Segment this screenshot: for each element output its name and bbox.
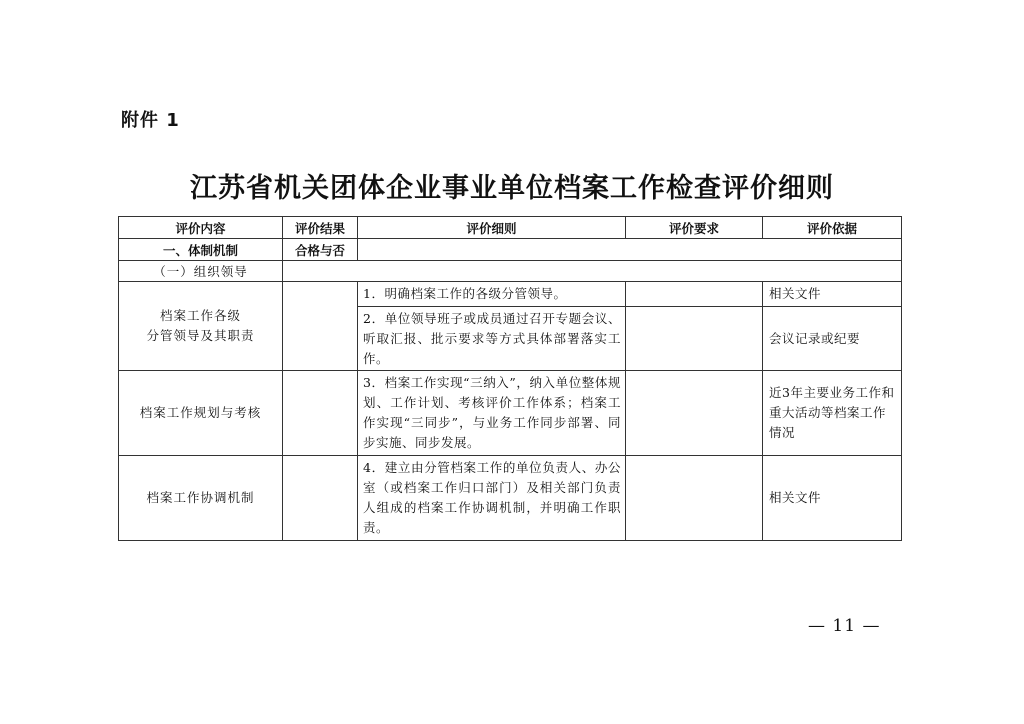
item-label: 档案工作协调机制 [119,456,283,541]
attachment-label: 附件 1 [121,110,180,131]
basis-cell: 会议记录或纪要 [763,307,902,371]
basis-cell: 相关文件 [763,456,902,541]
subsection-row [119,261,902,282]
table-row [119,371,902,456]
item-label: 档案工作规划与考核 [119,371,283,456]
detail-cell: 1．明确档案工作的各级分管领导。 [358,282,626,307]
header-requirement: 评价要求 [626,217,763,239]
item-label [119,282,283,371]
item-label-line: 档案工作各级 [159,308,241,323]
detail-cell: 4．建立由分管档案工作的单位负责人、办公室（或档案工作归口部门）及相关部门负责人组成的档案工作协调机制，并明确工作职责。 [358,456,626,541]
section-blank [358,239,902,261]
basis-cell: 近3年主要业务工作和重大活动等档案工作情况 [763,371,902,456]
detail-cell: 2．单位领导班子或成员通过召开专题会议、听取汇报、批示要求等方式具体部署落实工作。 [358,307,626,371]
subsection-blank [283,261,902,282]
header-basis: 评价依据 [763,217,902,239]
requirement-cell [626,282,763,307]
result-cell [283,456,358,541]
page-number: — 11 — [808,616,881,636]
table-header-row [119,217,902,239]
detail-cell: 3．档案工作实现“三纳入”，纳入单位整体规划、工作计划、考核评价工作体系；档案工作实现“三同步”，与业务工作同步部署、同步实施、同步发展。 [358,371,626,456]
result-cell [283,371,358,456]
header-detail: 评价细则 [358,217,626,239]
basis-cell: 相关文件 [763,282,902,307]
section-result: 合格与否 [283,239,358,261]
header-result: 评价结果 [283,217,358,239]
section-row [119,239,902,261]
subsection-name: （一）组织领导 [119,261,283,282]
table-row [119,456,902,541]
section-name: 一、体制机制 [119,239,283,261]
item-label-line: 分管领导及其职责 [146,328,255,343]
header-content: 评价内容 [119,217,283,239]
result-cell [283,282,358,371]
requirement-cell [626,307,763,371]
requirement-cell [626,371,763,456]
evaluation-table [118,216,902,541]
document-title: 江苏省机关团体企业事业单位档案工作检查评价细则 [190,173,834,204]
requirement-cell [626,456,763,541]
table-row [119,282,902,307]
